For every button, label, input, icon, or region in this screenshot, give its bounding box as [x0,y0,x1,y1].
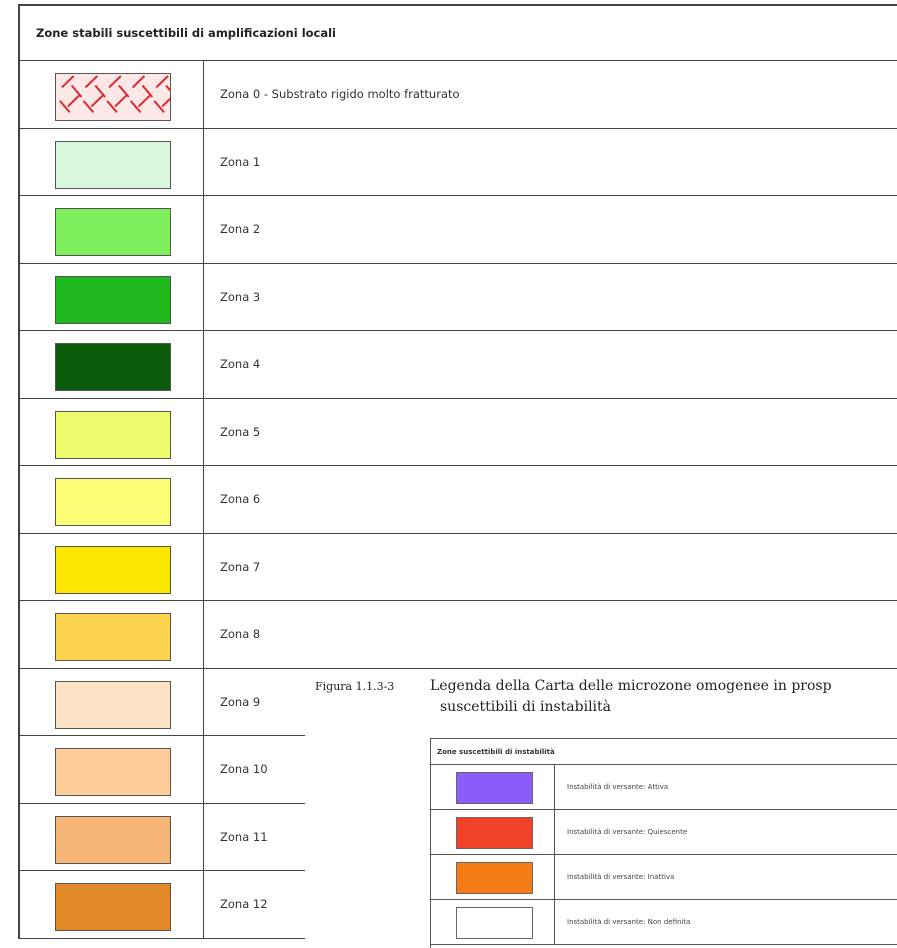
zone-color-swatch [55,546,171,594]
instability-color-swatch [456,772,533,804]
figure-number: Figura 1.1.3-3 [315,680,395,693]
zone-label: Zona 2 [220,222,261,237]
caption-line-1: Legenda della Carta delle microzone omogenee in prosp [430,678,832,694]
legend-row [20,601,897,669]
zone-color-swatch [55,883,171,931]
zone-label: Zona 9 [220,694,261,709]
zone-color-swatch [55,411,171,459]
instability-legend-title: Zone suscettibili di instabilità [431,739,897,765]
hatch-pattern-icon [56,74,170,120]
swatch-cell [20,804,204,871]
instability-label: Instabilità di versante: Inattiva [567,873,675,881]
zone-color-swatch [55,73,171,121]
legend-row [20,61,897,129]
instability-color-swatch [456,907,533,939]
swatch-cell [431,810,555,854]
swatch-cell [20,196,204,263]
instability-color-swatch [456,862,533,894]
zone-label: Zona 0 - Substrato rigido molto fratturato [220,87,460,102]
zone-color-swatch [55,208,171,256]
swatch-cell [20,736,204,803]
legend-row [20,196,897,264]
zone-color-swatch [55,276,171,324]
swatch-cell [431,855,555,899]
zone-color-swatch [55,343,171,391]
legend-title: Zone stabili suscettibili di amplificazioni locali [20,6,897,61]
zone-label: Zona 4 [220,357,261,372]
legend-row [20,466,897,534]
zone-label: Zona 11 [220,829,268,844]
swatch-cell [20,601,204,668]
zone-color-swatch [55,478,171,526]
instability-row [431,810,897,855]
swatch-cell [20,534,204,601]
zone-color-swatch [55,681,171,729]
instability-row [431,900,897,945]
instability-label: Instabilità di versante: Attiva [567,783,669,791]
legend-row [20,331,897,399]
instability-label: Instabilità di versante: Quiescente [567,828,688,836]
zone-label: Zona 3 [220,289,261,304]
instability-legend-table [430,738,897,948]
swatch-cell [20,61,204,128]
zone-label: Zona 5 [220,424,261,439]
swatch-cell [431,900,555,944]
instability-row [431,765,897,810]
legend-row [20,264,897,332]
zone-color-swatch [55,613,171,661]
zone-label: Zona 12 [220,897,268,912]
swatch-cell [20,399,204,466]
instability-legend-figure [305,670,897,940]
legend-row [20,129,897,197]
zone-label: Zona 6 [220,492,261,507]
zone-color-swatch [55,748,171,796]
zone-label: Zona 7 [220,559,261,574]
legend-row [20,399,897,467]
swatch-cell [20,331,204,398]
zone-label: Zona 10 [220,762,268,777]
swatch-cell [20,129,204,196]
zone-color-swatch [55,816,171,864]
swatch-cell [20,669,204,736]
instability-row [431,855,897,900]
swatch-cell [20,871,204,938]
legend-row [20,534,897,602]
swatch-cell [20,264,204,331]
figure-caption [315,676,897,717]
swatch-cell [431,765,555,809]
instability-label: Instabilità di versante: Non definita [567,918,691,926]
zone-label: Zona 8 [220,627,261,642]
caption-line-2: suscettibili di instabilità [440,699,611,715]
swatch-cell [20,466,204,533]
instability-color-swatch [456,817,533,849]
zone-color-swatch [55,141,171,189]
zone-label: Zona 1 [220,154,261,169]
